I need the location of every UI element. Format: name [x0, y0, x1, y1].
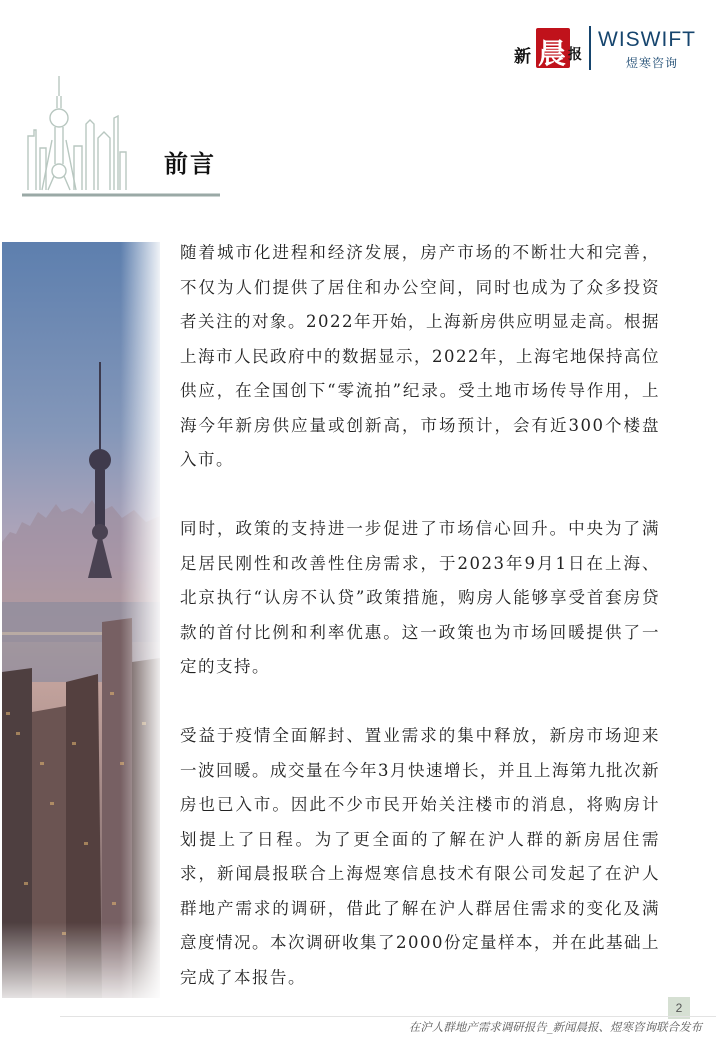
preface-body [180, 236, 660, 1030]
wiswift-logo-cn: 煜寒咨询 [626, 56, 679, 70]
skyline-line-art-icon [22, 76, 222, 200]
shanghai-skyline-photo [2, 242, 160, 998]
xinwen-chenbao-logo [514, 28, 580, 68]
paragraph-1: 随着城市化进程和经济发展，房产市场的不断壮大和完善，不仅为人们提供了居住和办公空间，同时也成为了众多投资者关注的对象。2022年开始，上海新房供应明显走高。根据上海市人民政府中的数据显示，2022年，上海宅地保持高位供应，在全国创下“零流拍”纪录。受土地市场传导作用，上海今年新房供应量或创新高，市场预计，会有近300个楼盘入市。 [180, 243, 660, 469]
page-title: 前言 [164, 149, 216, 178]
page-number: 2 [668, 997, 690, 1019]
logo-xin: 新 [514, 47, 530, 67]
paragraph-3: 受益于疫情全面解封、置业需求的集中释放，新房市场迎来一波回暖。成交量在今年3月快速增长，并且上海第九批次新房也已入市。因此不少市民开始关注楼市的消息，将购房计划提上了日程。为了更全面的了解在沪人群的新房居住需求，新闻晨报联合上海煜寒信息技术有限公司发起了在沪人群地产需求的调研，借此了解在沪人群居住需求的变化及满意度情况。本次调研收集了2000份定量样本，并在此基础上完成了本报告。 [180, 726, 660, 987]
logo-chen: 晨 [538, 37, 567, 70]
logo-bao: 报 [568, 47, 582, 63]
logo-divider [589, 26, 591, 70]
wiswift-logo: WISWIFT [598, 28, 696, 51]
paragraph-2: 同时，政策的支持进一步促进了市场信心回升。中央为了满足居民刚性和改善性住房需求，于2023年9月1日在上海、北京执行“认房不认贷”政策措施，购房人能够享受首套房贷款的首付比例和利率优惠。这一政策也为市场回暖提供了一定的支持。 [180, 519, 660, 676]
footer-divider [60, 1016, 716, 1017]
footer-text: 在沪人群地产需求调研报告_新闻晨报、煜寒咨询联合发布 [408, 1020, 702, 1034]
